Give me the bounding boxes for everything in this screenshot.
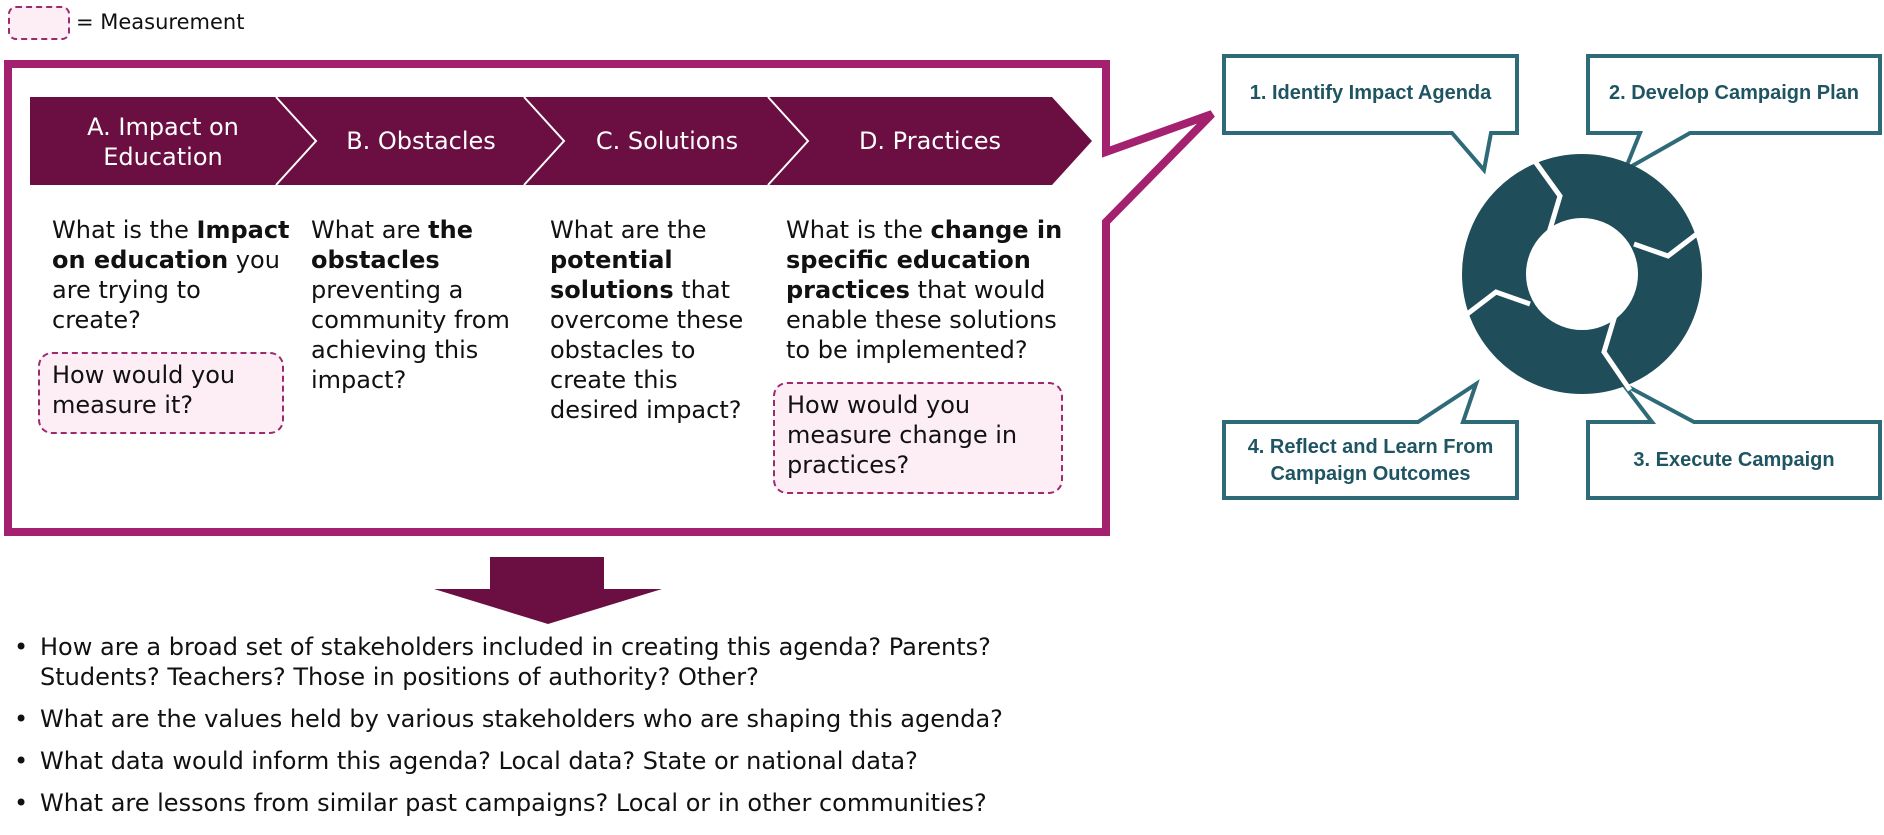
column-c-question: What are the potential solutions that overcome these obstacles to create this desired impact?: [550, 216, 744, 424]
chevron-b-label: B. Obstacles: [346, 127, 496, 155]
measurement-legend-label: = Measurement: [76, 10, 245, 34]
measurement-box-d: How would you measure change in practices?: [773, 382, 1063, 494]
agenda-questions-list: [10, 632, 1050, 830]
down-arrow-icon: [434, 557, 662, 624]
list-item: • How are a broad set of stakeholders included in creating this agenda? Parents? Students? Teachers? Those in positions of authority? Other?: [10, 632, 1050, 692]
step-2-label: 2. Develop Campaign Plan: [1608, 82, 1860, 104]
step-3-label: 3. Execute Campaign: [1633, 449, 1835, 471]
list-item: • What are lessons from similar past campaigns? Local or in other communities?: [10, 788, 1050, 818]
list-item: • What are the values held by various stakeholders who are shaping this agenda?: [10, 704, 1050, 734]
step-1-label: 1. Identify Impact Agenda: [1249, 82, 1492, 104]
chevron-d-label: D. Practices: [858, 127, 1002, 155]
measurement-box-a: How would you measure it?: [38, 352, 284, 434]
step-2-callout: [1588, 56, 1880, 170]
step-3-callout: [1588, 384, 1880, 498]
chevron-a-label: A. Impact on Education: [87, 113, 239, 171]
cycle-ring-icon: [1462, 160, 1702, 390]
column-a-question: What is the Impact on education you are trying to create?: [52, 216, 290, 334]
chevron-c-label: C. Solutions: [595, 127, 739, 155]
step-1-callout: [1224, 56, 1517, 170]
step-4-label: 4. Reflect and Learn From Campaign Outcomes: [1247, 436, 1494, 485]
column-b-question: What are the obstacles preventing a community from achieving this impact?: [311, 216, 510, 394]
column-d-question: What is the change in specific education practices that would enable these solutions to be implemented?: [786, 216, 1063, 364]
measurement-legend-swatch: [8, 6, 70, 40]
list-item: • What data would inform this agenda? Local data? State or national data?: [10, 746, 1050, 776]
